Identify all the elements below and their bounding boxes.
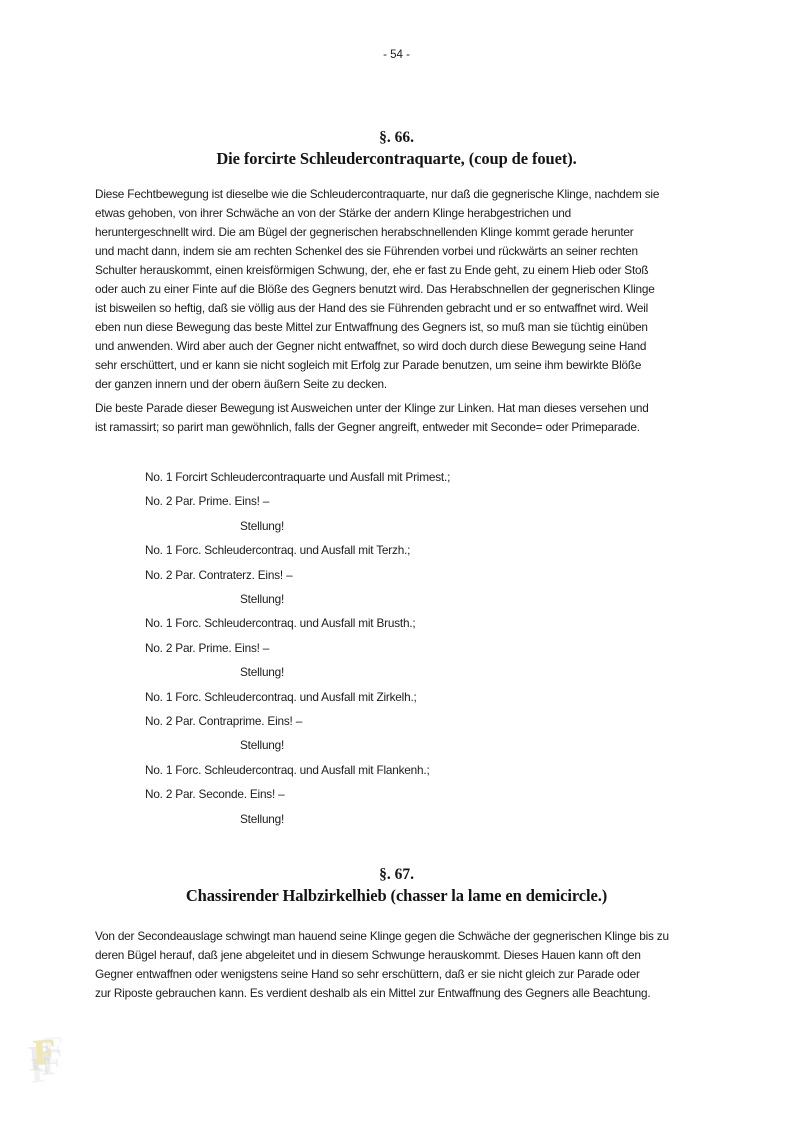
section-67-paragraph-1: [95, 927, 735, 1003]
library-stamp-watermark-icon: [33, 1029, 73, 1077]
exercise-line: Stellung!: [240, 518, 285, 533]
exercise-line: No. 2 Par. Prime. Eins! –: [145, 494, 270, 509]
text-line: Gegner entwaffnen oder wenigstens seine Hand so sehr erschüttern, daß er sie nicht gleich zur Parade oder: [95, 967, 640, 981]
exercise-line: No. 1 Forc. Schleudercontraq. und Ausfall mit Zirkelh.;: [145, 689, 417, 704]
exercise-line: Stellung!: [240, 592, 285, 607]
text-line: der ganzen innern und der obern äußern Seite zu decken.: [95, 377, 387, 391]
exercise-line: Stellung!: [240, 811, 285, 826]
section-66-paragraph-1: [95, 185, 735, 394]
exercise-line: Stellung!: [240, 665, 285, 680]
exercise-line: No. 1 Forc. Schleudercontraq. und Ausfall mit Flankenh.;: [145, 762, 430, 777]
text-line: Diese Fechtbewegung ist dieselbe wie die Schleudercontraquarte, nur daß die gegnerische Klinge, nachdem sie: [95, 187, 660, 201]
exercise-line: No. 1 Forcirt Schleudercontraquarte und Ausfall mit Primest.;: [145, 470, 451, 484]
text-line: etwas gehoben, von ihrer Schwäche an von der Stärke der andern Klinge herabgestrichen und: [95, 206, 572, 220]
section-66-heading: [0, 127, 793, 170]
text-line: heruntergeschnellt wird. Die am Bügel der gegnerischen herabschnellenden Klinge kommt gerade herunter: [95, 225, 634, 239]
section-66-title: Die forcirte Schleudercontraquarte, (coup de fouet).: [216, 149, 577, 168]
watermark-letter: F: [31, 1030, 57, 1073]
exercise-line: No. 1 Forc. Schleudercontraq. und Ausfall mit Terzh.;: [145, 543, 411, 558]
text-line: zur Riposte gebrauchen kann. Es verdient deshalb als ein Mittel zur Entwaffnung des Gegners alle Beachtung.: [95, 986, 651, 1000]
exercise-line: No. 1 Forc. Schleudercontraq. und Ausfall mit Brusth.;: [145, 616, 416, 631]
section-67-number: §. 67.: [379, 866, 414, 883]
section-67-title: Chassirender Halbzirkelhieb (chasser la lame en demicircle.): [185, 886, 608, 905]
exercise-line: No. 2 Par. Contraprime. Eins! –: [145, 714, 303, 729]
text-line: und macht dann, indem sie am rechten Schenkel des sie Führenden vorbei und rückwärts an seiner rechten: [95, 244, 638, 258]
text-line: eben nun diese Bewegung das beste Mittel zur Entwaffnung des Gegners ist, so muß man sie tüchtig einüben: [95, 320, 648, 334]
exercise-line: No. 2 Par. Prime. Eins! –: [145, 640, 270, 655]
text-line: oder auch zu einer Finte auf die Blöße des Gegners benutzt wird. Das Herabschnellen der gegnerischen Klinge: [95, 282, 655, 296]
text-line: Die beste Parade dieser Bewegung ist Ausweichen unter der Klinge zur Linken. Hat man dieses versehen und: [95, 401, 649, 415]
text-line: und anwenden. Wird aber auch der Gegner nicht entwaffnet, so wird doch durch diese Bewegung seine Hand: [95, 339, 647, 353]
section-66-exercise-list: [145, 465, 705, 831]
section-66-paragraph-2: [95, 399, 735, 437]
text-line: deren Bügel herauf, daß jene abgeleitet und in diesem Schwunge herauskommt. Dieses Hauen kann oft den: [95, 948, 641, 962]
text-line: ist bisweilen so heftig, daß sie völlig aus der Hand des sie Führenden gebracht und er so entwaffnet wird. Weil: [95, 301, 649, 315]
text-line: ist ramassirt; so parirt man gewöhnlich, falls der Gegner angreift, entweder mit Seconde= oder Primeparade.: [95, 420, 640, 434]
text-line: sehr erschüttert, und er kann sie nicht sogleich mit Erfolg zur Parade benutzen, um seine ihm bewirkte Blöße: [95, 358, 642, 372]
section-67-heading: [0, 864, 793, 907]
section-66-number: §. 66.: [379, 129, 414, 146]
page-number: - 54 -: [383, 49, 410, 61]
exercise-line: No. 2 Par. Contraterz. Eins! –: [145, 567, 293, 582]
text-line: Schulter herauskommt, einen kreisförmigen Schwung, der, ehe er fast zu Ende geht, zu einem Hieb oder Stoß: [95, 263, 649, 277]
exercise-line: No. 2 Par. Seconde. Eins! –: [145, 787, 285, 802]
exercise-line: Stellung!: [240, 738, 285, 753]
text-line: Von der Secondeauslage schwingt man hauend seine Klinge gegen die Schwäche der gegnerischen Klinge bis zu: [95, 929, 669, 943]
